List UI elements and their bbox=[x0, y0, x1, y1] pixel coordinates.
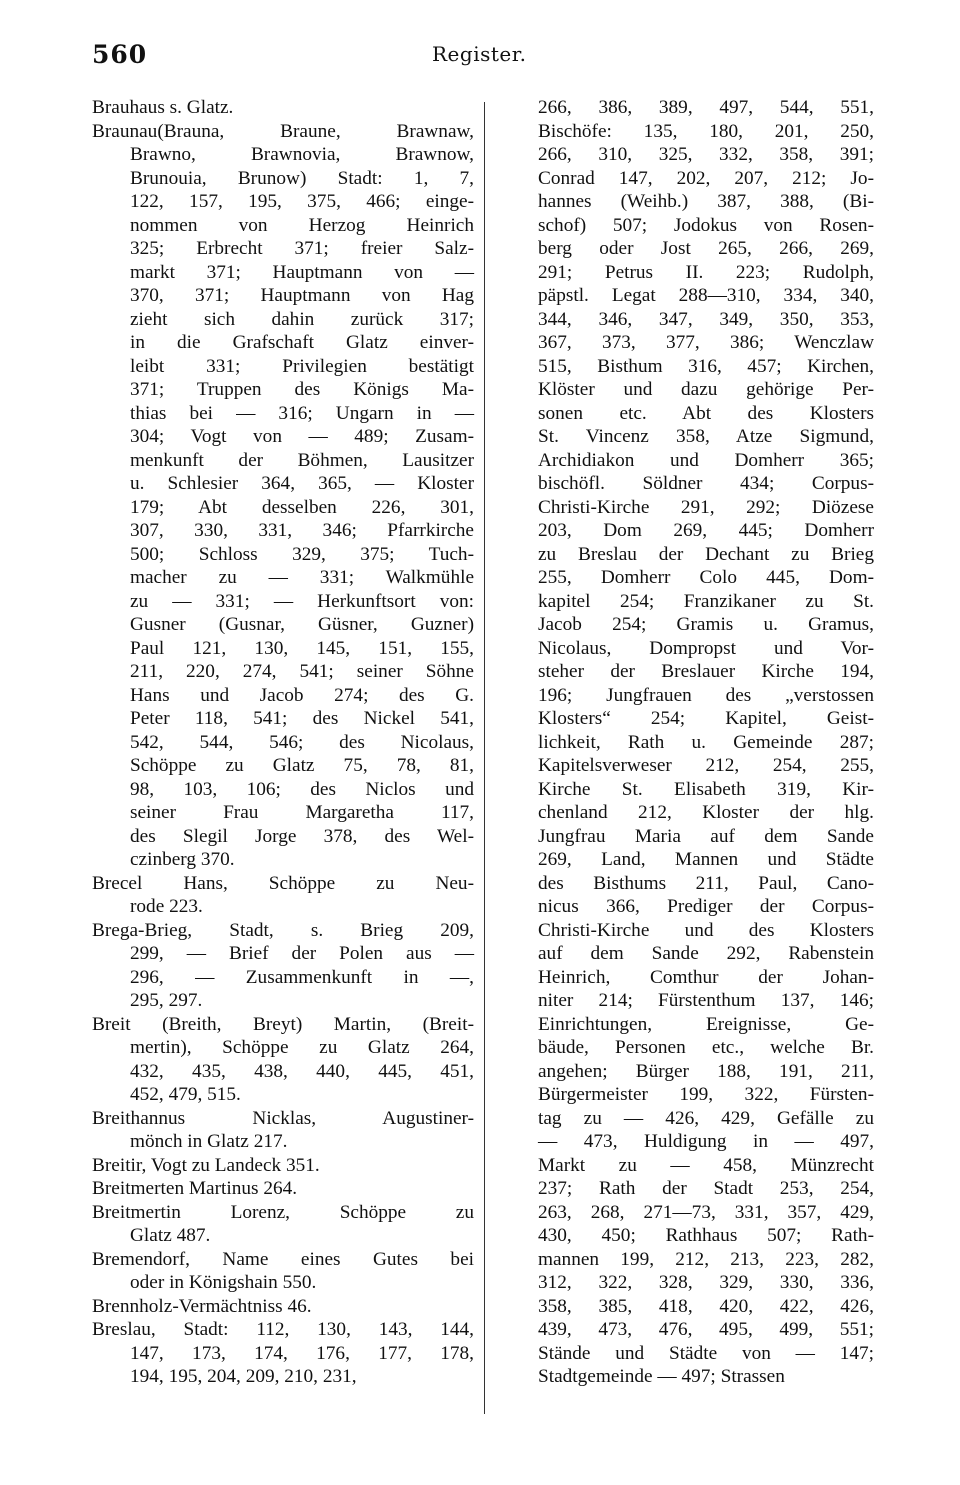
index-line: Nicolaus, Dompropst und Vor- bbox=[538, 637, 874, 659]
index-line: Glatz 487. bbox=[130, 1225, 211, 1246]
index-line: Bürgermeister 199, 322, Fürsten- bbox=[538, 1084, 874, 1105]
index-line: Bremendorf, Name eines Gutes bei bbox=[92, 1248, 474, 1270]
index-line: mannen 199, 212, 213, 223, 282, bbox=[538, 1248, 874, 1270]
index-line: päpstl. Legat 288—310, 334, 340, bbox=[538, 285, 874, 306]
index-line: bäude, Personen etc., welche Br. bbox=[538, 1037, 874, 1058]
running-head: Register. bbox=[432, 42, 527, 66]
index-line: tag zu — 426, 429, Gefälle zu bbox=[538, 1107, 874, 1129]
index-line: 269, Land, Mannen und Städte bbox=[538, 849, 874, 870]
index-line: 203, Dom 269, 445; Domherr bbox=[538, 520, 874, 541]
index-line: Brunouia, Brunow) Stadt: 1, 7, bbox=[130, 167, 474, 189]
index-line: kapitel 254; Franzikaner zu St. bbox=[538, 590, 874, 612]
index-line: mönch in Glatz 217. bbox=[130, 1131, 288, 1152]
index-line: Breithannus Nicklas, Augustiner- bbox=[92, 1107, 474, 1129]
index-line: des Bisthums 211, Paul, Cano- bbox=[538, 872, 874, 894]
index-line: St. Vincenz 358, Atze Sigmund, bbox=[538, 426, 874, 447]
index-line: mertin), Schöppe zu Glatz 264, bbox=[130, 1037, 474, 1058]
index-line: 452, 479, 515. bbox=[130, 1084, 241, 1105]
index-line: 266, 386, 389, 497, 544, 551, bbox=[538, 97, 874, 118]
index-line: bischöfl. Söldner 434; Corpus- bbox=[538, 473, 874, 494]
index-line: angehen; Bürger 188, 191, 211, bbox=[538, 1060, 874, 1082]
index-line: Christi-Kirche 291, 292; Diözese bbox=[538, 496, 874, 518]
index-line: oder in Königshain 550. bbox=[130, 1272, 317, 1293]
index-line: Brega-Brieg, Stadt, s. Brieg 209, bbox=[92, 919, 474, 941]
index-line: Stadtgemeinde — 497; Strassen bbox=[538, 1366, 785, 1387]
index-line: 358, 385, 418, 420, 422, 426, bbox=[538, 1295, 874, 1317]
index-line: Brawno, Brawnovia, Brawnow, bbox=[130, 144, 474, 165]
index-line: Heinrich, Comthur der Johan- bbox=[538, 966, 874, 988]
index-line: 344, 346, 347, 349, 350, 353, bbox=[538, 308, 874, 330]
index-line: 307, 330, 331, 346; Pfarrkirche bbox=[130, 520, 474, 541]
index-line: zu Breslau der Dechant zu Brieg bbox=[538, 543, 874, 565]
page-header bbox=[92, 40, 870, 76]
index-line: u. Schlesier 364, 365, — Kloster bbox=[130, 473, 474, 494]
index-line: 255, Domherr Colo 445, Dom- bbox=[538, 567, 874, 588]
index-line: 299, — Brief der Polen aus — bbox=[130, 943, 474, 964]
index-line: hannes (Weihb.) 387, 388, (Bi- bbox=[538, 191, 874, 212]
index-line: Peter 118, 541; des Nickel 541, bbox=[130, 708, 474, 729]
index-line: steher der Breslauer Kirche 194, bbox=[538, 661, 874, 682]
index-line: 430, 450; Rathhaus 507; Rath- bbox=[538, 1225, 874, 1246]
index-line: chenland 212, Kloster der hlg. bbox=[538, 802, 874, 823]
index-line: 432, 435, 438, 440, 445, 451, bbox=[130, 1060, 474, 1082]
index-line: Brecel Hans, Schöppe zu Neu- bbox=[92, 872, 474, 894]
index-line: 295, 297. bbox=[130, 990, 203, 1011]
index-line: auf dem Sande 292, Rabenstein bbox=[538, 943, 874, 964]
index-line: Braunau(Brauna, Braune, Brawnaw, bbox=[92, 120, 474, 142]
index-line: 542, 544, 546; des Nicolaus, bbox=[130, 731, 474, 753]
index-line: schof) 507; Jodokus von Rosen- bbox=[538, 214, 874, 236]
index-line: 500; Schloss 329, 375; Tuch- bbox=[130, 543, 474, 565]
page-number: 560 bbox=[92, 40, 148, 69]
index-line: Klosters“ 254; Kapitel, Geist- bbox=[538, 708, 874, 729]
index-line: 194, 195, 204, 209, 210, 231, bbox=[130, 1366, 357, 1387]
index-column-left bbox=[92, 96, 474, 1389]
index-line: Schöppe zu Glatz 75, 78, 81, bbox=[130, 755, 474, 776]
index-line: 122, 157, 195, 375, 466; einge- bbox=[130, 191, 474, 212]
index-line: 367, 373, 377, 386; Wenczlaw bbox=[538, 332, 874, 353]
index-line: Hans und Jacob 274; des G. bbox=[130, 684, 474, 706]
index-line: 98, 103, 106; des Niclos und bbox=[130, 778, 474, 800]
index-line: sonen etc. Abt des Klosters bbox=[538, 402, 874, 424]
index-line: Kirche St. Elisabeth 319, Kir- bbox=[538, 778, 874, 800]
index-line: 147, 173, 174, 176, 177, 178, bbox=[130, 1342, 474, 1364]
index-line: des Slegil Jorge 378, des Wel- bbox=[130, 825, 474, 847]
index-line: Einrichtungen, Ereignisse, Ge- bbox=[538, 1013, 874, 1035]
index-line: czinberg 370. bbox=[130, 849, 235, 870]
index-line: menkunft der Böhmen, Lausitzer bbox=[130, 449, 474, 471]
index-line: Kapitelsverweser 212, 254, 255, bbox=[538, 755, 874, 776]
index-line: Jungfrau Maria auf dem Sande bbox=[538, 825, 874, 847]
index-line: Breitmerten Martinus 264. bbox=[92, 1178, 298, 1199]
index-line: Brauhaus s. Glatz. bbox=[92, 97, 234, 118]
index-line: Paul 121, 130, 145, 151, 155, bbox=[130, 637, 474, 659]
index-line: 325; Erbrecht 371; freier Salz- bbox=[130, 238, 474, 259]
index-line: 515, Bisthum 316, 457; Kirchen, bbox=[538, 355, 874, 377]
index-line: 266, 310, 325, 332, 358, 391; bbox=[538, 144, 874, 165]
index-line: nommen von Herzog Heinrich bbox=[130, 214, 474, 236]
index-line: 296, — Zusammenkunft in —, bbox=[130, 966, 474, 988]
index-line: macher zu — 331; Walkmühle bbox=[130, 567, 474, 588]
index-line: markt 371; Hauptmann von — bbox=[130, 261, 474, 283]
index-line: zu — 331; — Herkunftsort von: bbox=[130, 590, 474, 612]
index-line: leibt 331; Privilegien bestätigt bbox=[130, 355, 474, 377]
index-line: 263, 268, 271—73, 331, 357, 429, bbox=[538, 1201, 874, 1223]
index-line: — 473, Huldigung in — 497, bbox=[538, 1131, 874, 1152]
index-line: Klöster und dazu gehörige Per- bbox=[538, 379, 874, 400]
index-line: Breit (Breith, Breyt) Martin, (Breit- bbox=[92, 1013, 474, 1035]
index-line: Jacob 254; Gramis u. Gramus, bbox=[538, 614, 874, 635]
index-line: 237; Rath der Stadt 253, 254, bbox=[538, 1178, 874, 1199]
index-line: 211, 220, 274, 541; seiner Söhne bbox=[130, 661, 474, 682]
index-line: Archidiakon und Domherr 365; bbox=[538, 449, 874, 471]
column-divider bbox=[484, 102, 485, 1414]
index-line: 179; Abt desselben 226, 301, bbox=[130, 496, 474, 518]
index-line: Breitir, Vogt zu Landeck 351. bbox=[92, 1154, 320, 1176]
index-line: 196; Jungfrauen des „verstossen bbox=[538, 684, 874, 706]
index-line: Breslau, Stadt: 112, 130, 143, 144, bbox=[92, 1319, 474, 1340]
index-line: Christi-Kirche und des Klosters bbox=[538, 919, 874, 941]
index-line: Markt zu — 458, Münzrecht bbox=[538, 1154, 874, 1176]
index-line: 371; Truppen des Königs Ma- bbox=[130, 379, 474, 400]
index-line: Brennholz-Vermächtniss 46. bbox=[92, 1295, 312, 1317]
index-line: 370, 371; Hauptmann von Hag bbox=[130, 285, 474, 306]
index-line: nicus 366, Prediger der Corpus- bbox=[538, 896, 874, 917]
index-line: thias bei — 316; Ungarn in — bbox=[130, 402, 474, 424]
index-line: Breitmertin Lorenz, Schöppe zu bbox=[92, 1201, 474, 1223]
index-line: 312, 322, 328, 329, 330, 336, bbox=[538, 1272, 874, 1293]
index-line: berg oder Jost 265, 266, 269, bbox=[538, 238, 874, 259]
index-line: 439, 473, 476, 495, 499, 551; bbox=[538, 1319, 874, 1340]
index-line: 291; Petrus II. 223; Rudolph, bbox=[538, 261, 874, 283]
index-line: niter 214; Fürstenthum 137, 146; bbox=[538, 990, 874, 1011]
index-line: in die Grafschaft Glatz einver- bbox=[130, 332, 474, 353]
index-line: Bischöfe: 135, 180, 201, 250, bbox=[538, 120, 874, 142]
index-line: rode 223. bbox=[130, 896, 203, 917]
index-column-right bbox=[538, 96, 874, 1389]
index-line: Stände und Städte von — 147; bbox=[538, 1342, 874, 1364]
index-line: zieht sich dahin zurück 317; bbox=[130, 308, 474, 330]
index-line: lichkeit, Rath u. Gemeinde 287; bbox=[538, 731, 874, 753]
index-line: seiner Frau Margaretha 117, bbox=[130, 802, 474, 823]
index-line: Gusner (Gusnar, Güsner, Guzner) bbox=[130, 614, 474, 635]
index-line: Conrad 147, 202, 207, 212; Jo- bbox=[538, 167, 874, 189]
index-line: 304; Vogt von — 489; Zusam- bbox=[130, 426, 474, 447]
